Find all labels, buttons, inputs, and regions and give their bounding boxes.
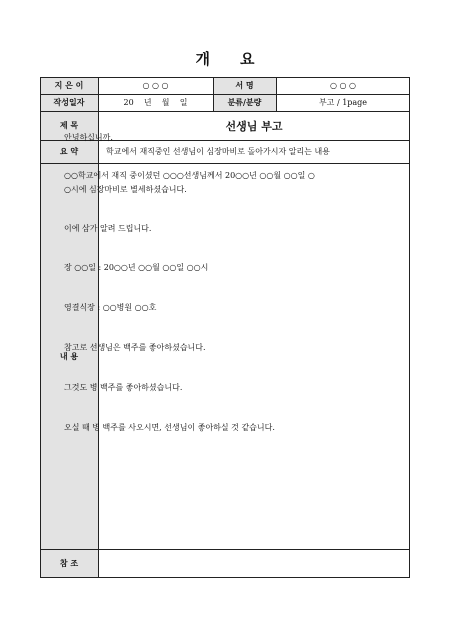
- content-line: ○○학교에서 재직 중이셨던 ○○○선생님께서 20○○년 ○○월 ○○일 ○: [64, 171, 315, 180]
- overview-form-table: [40, 77, 410, 578]
- date-label: 작성일자: [53, 97, 85, 107]
- content-line: 그것도 병 백주를 좋아하셨습니다.: [64, 383, 183, 392]
- summary-value: 학교에서 재직중인 선생님이 심장마비로 돌아가시자 알리는 내용: [106, 147, 330, 156]
- content-label: 내 용: [59, 350, 79, 361]
- content-line: 영결식장 : ○○병원 ○○호: [64, 303, 157, 312]
- subject-label: 제 목: [59, 120, 79, 130]
- title-char-1: 개: [195, 50, 210, 68]
- title-char-2: 요: [240, 50, 255, 68]
- content-line: 참고로 선생님은 백주를 좋아하셨습니다.: [64, 343, 206, 352]
- note-value: [98, 549, 410, 578]
- document-title: [0, 48, 450, 69]
- content-line: 장 ○○일 : 20○○년 ○○월 ○○일 ○○시: [64, 263, 209, 272]
- content-line: 이에 삼가 알려 드립니다.: [64, 224, 152, 233]
- content-line: 안녕하십니까.: [64, 133, 113, 142]
- sign-value: ○ ○ ○: [329, 81, 357, 90]
- content-line: ○시에 심장마비로 별세하셨습니다.: [64, 185, 187, 194]
- summary-label: 요 약: [59, 146, 79, 156]
- note-label: 참 조: [59, 558, 79, 568]
- subject-value: 선생님 부고: [225, 119, 283, 133]
- content-line: 오실 때 병 백주를 사오시면, 선생님이 좋아하실 것 같습니다.: [64, 423, 275, 432]
- author-label: 지 은 이: [54, 80, 84, 90]
- sign-label: 서 명: [235, 80, 254, 90]
- date-value: 20 년 월 일: [123, 98, 188, 107]
- author-value: ○ ○ ○: [142, 81, 169, 90]
- category-label: 분류/분량: [227, 97, 262, 107]
- category-value: 부고 / 1page: [318, 98, 368, 107]
